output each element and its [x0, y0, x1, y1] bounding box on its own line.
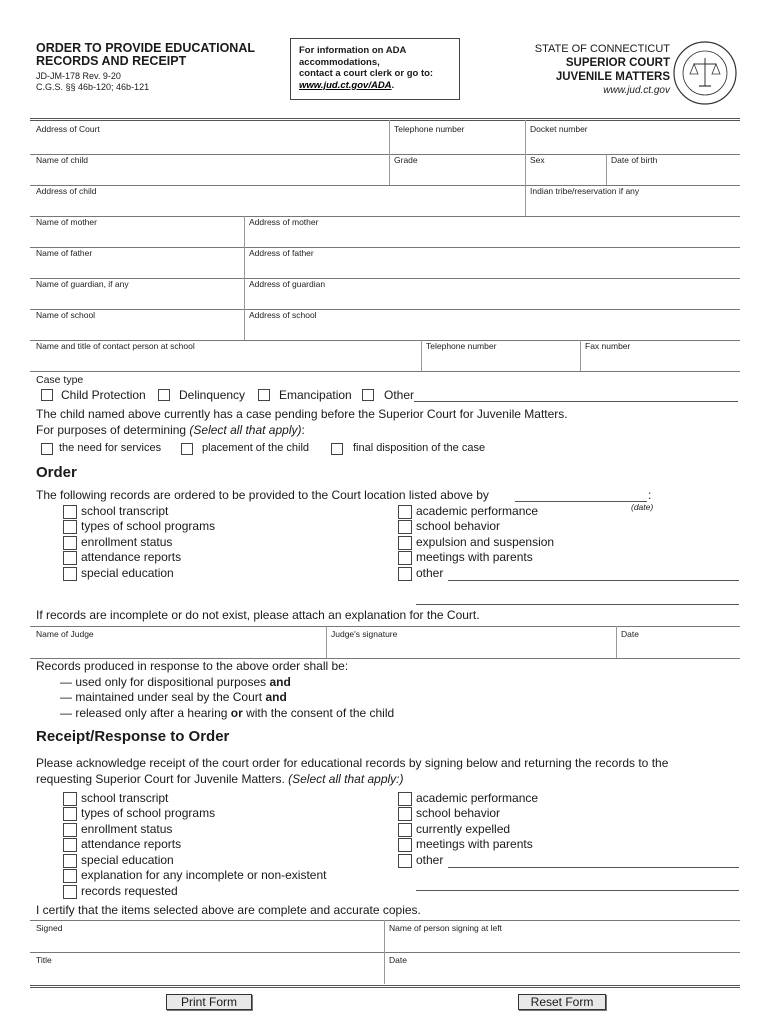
order-right-item: school behavior	[416, 519, 501, 533]
col-line	[326, 626, 327, 658]
ada-info-box	[290, 38, 460, 100]
receipt-right-checkbox[interactable]	[398, 838, 412, 852]
receipt-other-input[interactable]	[448, 867, 739, 868]
order-right-item: academic performance	[416, 504, 539, 518]
address-of-school-field[interactable]: Address of school	[249, 310, 317, 320]
form-title	[36, 42, 255, 68]
condition-3-text-a: — released only after a hearing	[60, 706, 231, 720]
order-left-item: types of school programs	[81, 519, 216, 533]
row-line	[30, 626, 740, 627]
receipt-left-item: special education	[81, 853, 174, 867]
order-left-checkbox[interactable]	[63, 536, 77, 550]
print-form-button[interactable]: Print Form	[166, 994, 252, 1010]
case-type-option: Emancipation	[279, 388, 352, 402]
address-of-guardian-field[interactable]: Address of guardian	[249, 279, 326, 289]
row-line	[30, 216, 740, 217]
order-right-checkbox[interactable]	[398, 551, 412, 565]
ada-line2: accommodations,	[299, 56, 380, 68]
condition-2-bold: and	[265, 690, 287, 704]
court-name: SUPERIOR COURT	[565, 57, 670, 69]
case-type-option: Child Protection	[61, 388, 146, 402]
case-type-checkbox[interactable]	[362, 389, 374, 401]
purpose-checkbox[interactable]	[331, 443, 343, 455]
condition-3-bold: or	[230, 706, 243, 720]
case-type-checkbox[interactable]	[158, 389, 170, 401]
address-of-child-field[interactable]: Address of child	[36, 186, 97, 196]
receipt-right-checkbox[interactable]	[398, 792, 412, 806]
purpose-option: placement of the child	[202, 442, 310, 454]
form-title-line1: ORDER TO PROVIDE EDUCATIONAL	[36, 41, 255, 55]
order-left-checkbox[interactable]	[63, 520, 77, 534]
receipt-left-checkbox[interactable]	[63, 792, 77, 806]
receipt-right-checkbox[interactable]	[398, 823, 412, 837]
col-line	[525, 120, 526, 216]
name-signing-field[interactable]: Name of person signing at left	[389, 923, 502, 933]
date-of-birth-field[interactable]: Date of birth	[611, 155, 658, 165]
receipt-left-item: attendance reports	[81, 837, 182, 851]
condition-3	[60, 706, 394, 720]
receipt-right-checkbox[interactable]	[398, 854, 412, 868]
row-line	[30, 371, 740, 372]
signed-field[interactable]: Signed	[36, 923, 63, 933]
receipt-left-checkbox[interactable]	[63, 823, 77, 837]
order-right-item: other	[416, 566, 444, 580]
order-right-checkbox[interactable]	[398, 505, 412, 519]
order-right-checkbox[interactable]	[398, 536, 412, 550]
name-of-father-field[interactable]: Name of father	[36, 248, 93, 258]
case-type-checkbox[interactable]	[41, 389, 53, 401]
col-line	[384, 920, 385, 984]
order-date-hint: (date)	[631, 502, 654, 512]
purpose-text	[36, 423, 305, 437]
order-right-item: expulsion and suspension	[416, 535, 555, 549]
ada-line1: For information on ADA	[299, 45, 407, 56]
col-line	[244, 216, 245, 340]
name-of-school-field[interactable]: Name of school	[36, 310, 96, 320]
school-telephone-field[interactable]: Telephone number	[426, 341, 497, 351]
ada-period: .	[391, 79, 395, 91]
address-of-court-field[interactable]: Address of Court	[36, 124, 100, 134]
row-line	[30, 952, 740, 953]
ada-line3: contact a court clerk or go to:	[299, 68, 434, 79]
row-line	[30, 920, 740, 921]
order-left-checkbox[interactable]	[63, 505, 77, 519]
purpose-colon: :	[301, 423, 305, 437]
receipt-left-checkbox[interactable]	[63, 854, 77, 868]
form-title-line2: RECORDS AND RECEIPT	[36, 54, 187, 68]
order-right-checkbox[interactable]	[398, 520, 412, 534]
name-of-judge-field[interactable]: Name of Judge	[36, 629, 94, 639]
order-right-checkbox[interactable]	[398, 567, 412, 581]
receipt-left-checkbox[interactable]	[63, 869, 77, 883]
case-type-other-input[interactable]	[414, 401, 738, 402]
col-line	[606, 154, 607, 185]
name-of-guardian-field[interactable]: Name of guardian, if any	[36, 279, 129, 289]
receipt-right-checkbox[interactable]	[398, 807, 412, 821]
purpose-checkbox[interactable]	[41, 443, 53, 455]
judges-signature-field[interactable]: Judge's signature	[331, 629, 398, 639]
purpose-option: final disposition of the case	[353, 442, 486, 454]
docket-number-field[interactable]: Docket number	[530, 124, 588, 134]
order-left-item: attendance reports	[81, 550, 182, 564]
form-id-block	[36, 71, 149, 93]
condition-1-bold: and	[269, 675, 291, 689]
order-left-item: school transcript	[81, 504, 169, 518]
contact-person-field[interactable]: Name and title of contact person at school	[36, 341, 195, 351]
grade-field[interactable]: Grade	[394, 155, 418, 165]
certify-statement: I certify that the items selected above are complete and accurate copies.	[36, 903, 421, 917]
receipt-left-item: school transcript	[81, 791, 169, 805]
header-divider	[30, 118, 740, 121]
order-other-input[interactable]	[448, 580, 739, 581]
order-intro: The following records are ordered to be provided to the Court location listed above by	[36, 488, 489, 502]
col-line	[616, 626, 617, 658]
fax-number-field[interactable]: Fax number	[585, 341, 631, 351]
order-heading: Order	[36, 464, 77, 481]
order-left-checkbox[interactable]	[63, 567, 77, 581]
row-line	[30, 309, 740, 310]
purpose-prefix: For purposes of determining	[36, 423, 190, 437]
receipt-right-item: academic performance	[416, 791, 539, 805]
receipt-left-item: enrollment status	[81, 822, 173, 836]
judge-date-field[interactable]: Date	[621, 629, 639, 639]
order-other-input-line2[interactable]	[416, 604, 739, 605]
receipt-date-field[interactable]: Date	[389, 955, 407, 965]
order-left-item: enrollment status	[81, 535, 173, 549]
row-line	[30, 278, 740, 279]
court-info	[535, 42, 670, 98]
receipt-intro-prefix: requesting Superior Court for Juvenile Matters.	[36, 772, 289, 786]
court-division: JUVENILE MATTERS	[555, 71, 670, 83]
condition-1	[60, 675, 291, 689]
receipt-left-item: records requested	[81, 884, 178, 898]
state-seal-icon	[672, 40, 738, 106]
receipt-other-input-line2[interactable]	[416, 890, 739, 891]
order-left-item: special education	[81, 566, 174, 580]
col-line	[389, 120, 390, 185]
row-line	[30, 247, 740, 248]
purpose-hint: (Select all that apply)	[189, 423, 302, 437]
incomplete-note: If records are incomplete or do not exist, please attach an explanation for the Court.	[36, 608, 480, 622]
receipt-intro-hint: (Select all that apply:)	[288, 772, 404, 786]
address-of-father-field[interactable]: Address of father	[249, 248, 314, 258]
condition-3-text-b: with the consent of the child	[242, 706, 395, 720]
case-type-checkbox[interactable]	[258, 389, 270, 401]
name-of-mother-field[interactable]: Name of mother	[36, 217, 97, 227]
case-type-option: Other	[384, 388, 415, 402]
reset-form-button[interactable]: Reset Form	[518, 994, 606, 1010]
pending-text: The child named above currently has a case pending before the Superior Court for Juvenile Matters.	[36, 407, 568, 421]
address-of-mother-field[interactable]: Address of mother	[249, 217, 319, 227]
receipt-intro-1: Please acknowledge receipt of the court order for educational records by signing below and returning the records to the	[36, 756, 669, 770]
court-website: www.jud.ct.gov	[603, 85, 670, 96]
col-line	[580, 340, 581, 371]
purpose-option: the need for services	[59, 442, 162, 454]
sex-field[interactable]: Sex	[530, 155, 545, 165]
receipt-right-item: meetings with parents	[416, 837, 533, 851]
receipt-left-item: explanation for any incomplete or non-existent	[81, 868, 327, 882]
order-left-checkbox[interactable]	[63, 551, 77, 565]
condition-1-text: — used only for dispositional purposes	[60, 675, 270, 689]
ada-link[interactable]: www.jud.ct.gov/ADA	[299, 79, 392, 91]
indian-tribe-field[interactable]: Indian tribe/reservation if any	[530, 186, 640, 196]
case-type-option: Delinquency	[179, 388, 246, 402]
condition-2	[60, 690, 287, 704]
case-type-label: Case type	[36, 374, 84, 386]
footer-divider	[30, 985, 740, 988]
title-field[interactable]: Title	[36, 955, 52, 965]
court-telephone-field[interactable]: Telephone number	[394, 124, 465, 134]
receipt-left-checkbox[interactable]	[63, 807, 77, 821]
form-id: JD-JM-178 Rev. 9-20	[36, 71, 121, 81]
receipt-left-checkbox[interactable]	[63, 885, 77, 899]
state-name: STATE OF CONNECTICUT	[534, 43, 670, 55]
receipt-right-item: currently expelled	[416, 822, 511, 836]
order-date-input[interactable]	[515, 501, 647, 502]
receipt-right-item: other	[416, 853, 444, 867]
order-colon: :	[648, 488, 652, 502]
records-intro: Records produced in response to the above order shall be:	[36, 659, 349, 673]
condition-2-text: — maintained under seal by the Court	[60, 690, 266, 704]
col-line	[421, 340, 422, 371]
receipt-left-item: types of school programs	[81, 806, 216, 820]
purpose-checkbox[interactable]	[181, 443, 193, 455]
receipt-intro-2	[36, 772, 404, 786]
order-right-item: meetings with parents	[416, 550, 533, 564]
receipt-heading: Receipt/Response to Order	[36, 728, 230, 745]
receipt-right-item: school behavior	[416, 806, 501, 820]
statute: C.G.S. §§ 46b-120; 46b-121	[36, 82, 150, 92]
name-of-child-field[interactable]: Name of child	[36, 155, 88, 165]
receipt-left-checkbox[interactable]	[63, 838, 77, 852]
